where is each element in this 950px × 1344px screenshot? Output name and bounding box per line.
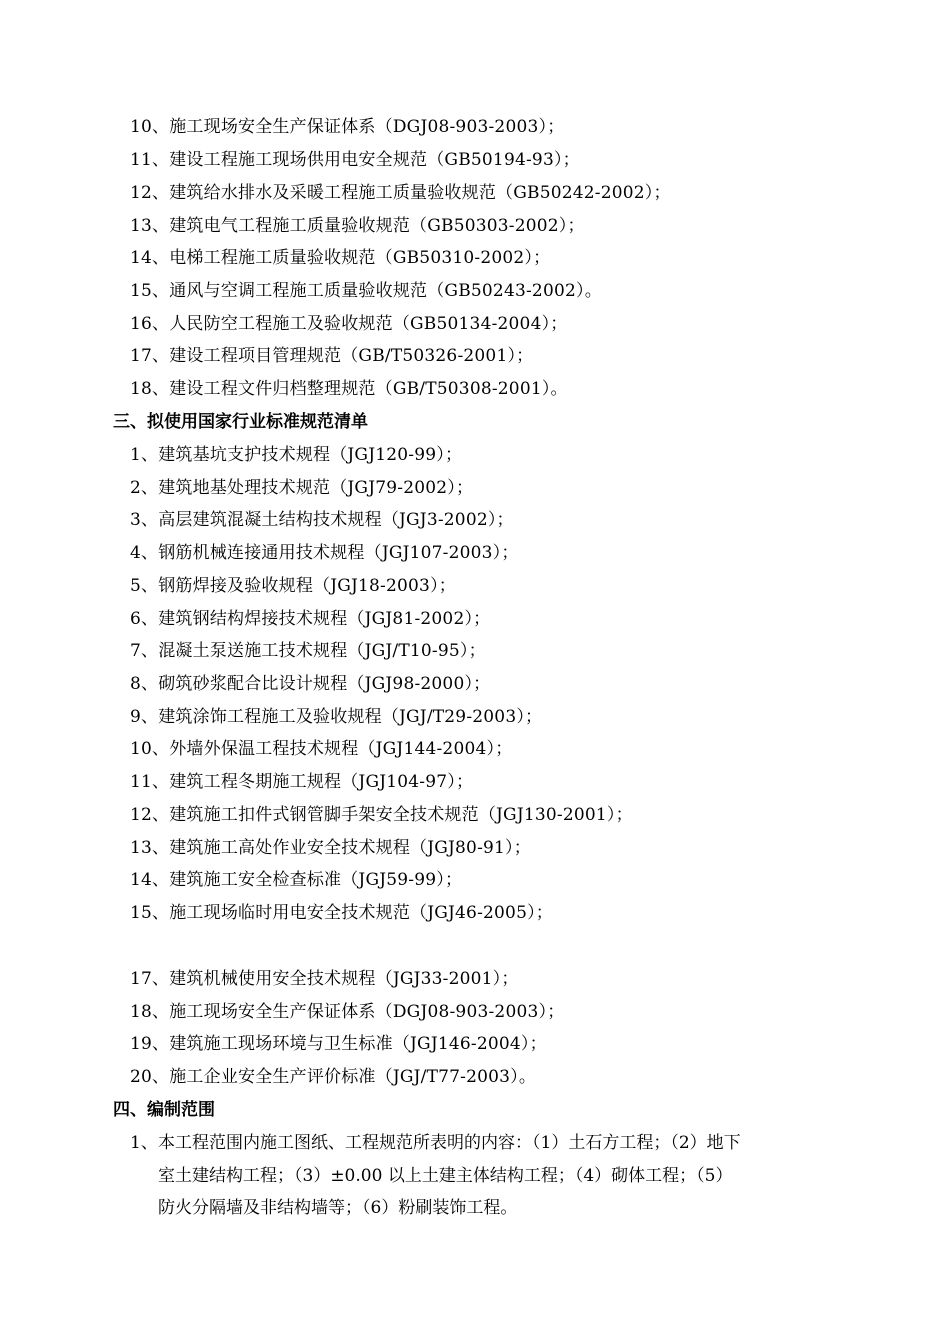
- list-item: 12、建筑施工扣件式钢管脚手架安全技术规范（JGJ130-2001）；: [130, 805, 633, 825]
- scope-number: 1、: [130, 1133, 158, 1153]
- scope-line: 防火分隔墙及非结构墙等；（6）粉刷装饰工程。: [158, 1198, 518, 1218]
- list-item: 11、建设工程施工现场供用电安全规范（GB50194-93）；: [130, 150, 580, 170]
- list-item: 7、混凝土泵送施工技术规程（JGJ/T10-95）；: [130, 641, 486, 661]
- list-item: 15、通风与空调工程施工质量验收规范（GB50243-2002）。: [130, 281, 602, 301]
- list-item: 20、施工企业安全生产评价标准（JGJ/T77-2003）。: [130, 1067, 537, 1087]
- list-item: 18、施工现场安全生产保证体系（DGJ08-903-2003）；: [130, 1002, 565, 1022]
- list-item: 17、建设工程项目管理规范（GB/T50326-2001）；: [130, 346, 534, 366]
- list-item: 15、施工现场临时用电安全技术规范（JGJ46-2005）；: [130, 903, 553, 923]
- list-item: 8、砌筑砂浆配合比设计规程（JGJ98-2000）；: [130, 674, 491, 694]
- list-item: 3、高层建筑混凝土结构技术规程（JGJ3-2002）；: [130, 510, 514, 530]
- list-item: 11、建筑工程冬期施工规程（JGJ104-97）；: [130, 772, 474, 792]
- list-item: 13、建筑施工高处作业安全技术规程（JGJ80-91）；: [130, 838, 531, 858]
- scope-line: 本工程范围内施工图纸、工程规范所表明的内容：（1）土石方工程；（2）地下: [158, 1133, 741, 1153]
- list-item: 9、建筑涂饰工程施工及验收规程（JGJ/T29-2003）；: [130, 707, 543, 727]
- list-item: 17、建筑机械使用安全技术规程（JGJ33-2001）；: [130, 969, 519, 989]
- list-item: 6、建筑钢结构焊接技术规程（JGJ81-2002）；: [130, 609, 491, 629]
- list-item: 14、电梯工程施工质量验收规范（GB50310-2002）；: [130, 248, 551, 268]
- list-item: 12、建筑给水排水及采暖工程施工质量验收规范（GB50242-2002）；: [130, 183, 671, 203]
- list-item: 10、外墙外保温工程技术规程（JGJ144-2004）；: [130, 739, 513, 759]
- list-item: 10、施工现场安全生产保证体系（DGJ08-903-2003）；: [130, 117, 565, 137]
- list-item: 2、建筑地基处理技术规范（JGJ79-2002）；: [130, 478, 474, 498]
- section-heading: 三、拟使用国家行业标准规范清单: [113, 412, 368, 432]
- list-item: 19、建筑施工现场环境与卫生标准（JGJ146-2004）；: [130, 1034, 547, 1054]
- list-item: 13、建筑电气工程施工质量验收规范（GB50303-2002）；: [130, 216, 585, 236]
- list-item: 5、钢筋焊接及验收规程（JGJ18-2003）；: [130, 576, 456, 596]
- section-heading: 四、编制范围: [113, 1100, 215, 1120]
- list-item: 1、建筑基坑支护技术规程（JGJ120-99）；: [130, 445, 463, 465]
- list-item: 14、建筑施工安全检查标准（JGJ59-99）；: [130, 870, 463, 890]
- list-item: 18、建设工程文件归档整理规范（GB/T50308-2001）。: [130, 379, 568, 399]
- list-item: 16、人民防空工程施工及验收规范（GB50134-2004）；: [130, 314, 568, 334]
- list-item: 4、钢筋机械连接通用技术规程（JGJ107-2003）；: [130, 543, 519, 563]
- scope-line: 室土建结构工程；（3）±0.00 以上土建主体结构工程；（4）砌体工程；（5）: [158, 1166, 733, 1186]
